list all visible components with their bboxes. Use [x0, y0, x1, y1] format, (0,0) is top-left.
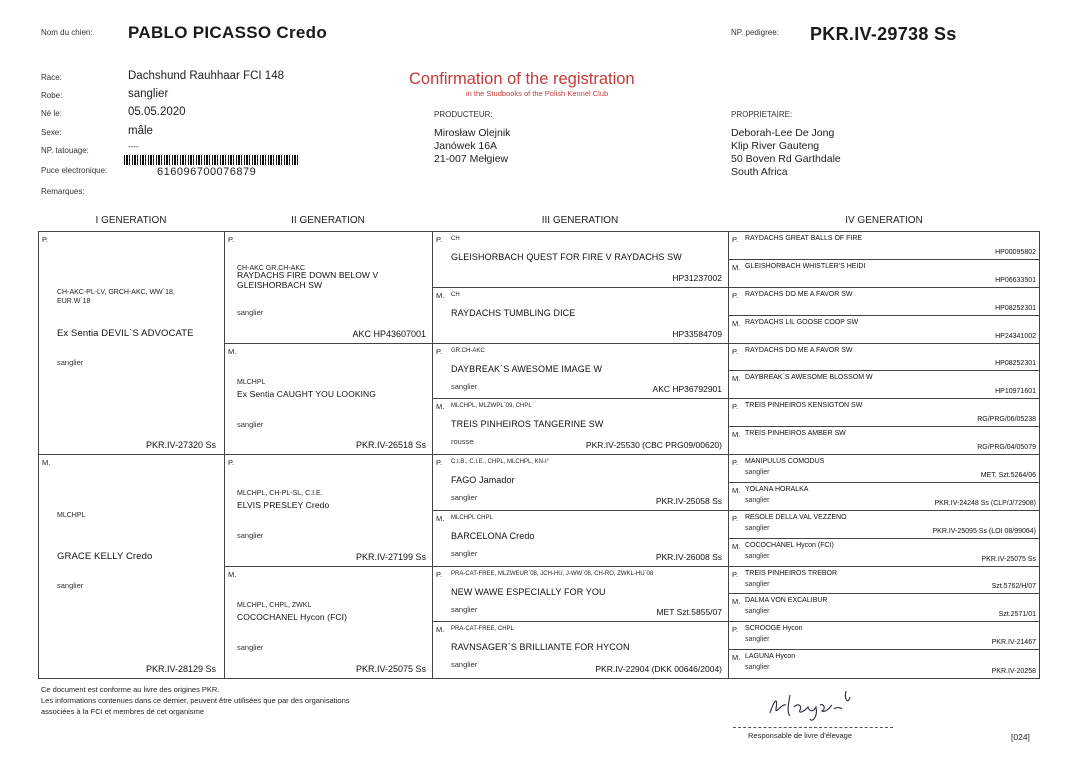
owner-label: PROPRIETAIRE:	[731, 110, 793, 119]
ancestor-color: sanglier	[745, 580, 770, 588]
ancestor-name: NEW WAWE ESPECIALLY FOR YOU	[451, 586, 606, 597]
sex-label: Sexe:	[41, 128, 62, 137]
ancestor-color: sanglier	[237, 642, 264, 652]
ancestor-cell-gen3	[433, 399, 729, 455]
breed-value: Dachshund Rauhhaar FCI 148	[128, 70, 284, 82]
ancestor-color: sanglier	[57, 358, 84, 367]
ancestor-cell-gen4	[729, 539, 1040, 567]
ancestor-name: GRACE KELLY Credo	[57, 551, 153, 562]
ancestor-cell-gen1	[39, 455, 225, 678]
ancestor-color: rousse	[451, 437, 474, 447]
footer-note	[41, 684, 350, 717]
ancestor-sex: M.	[228, 346, 237, 356]
ancestor-name: RAYDACHS TUMBLING DICE	[451, 307, 576, 318]
ancestor-sex: P.	[228, 235, 235, 244]
ancestor-cell-gen4	[729, 344, 1040, 372]
pedigree-number-label: NP. pedigree:	[731, 28, 779, 37]
ancestor-sex: M.	[436, 625, 445, 635]
footer-line: Ce document est conforme au livre des origines PKR.	[41, 685, 220, 694]
ancestor-name: COCOCHANEL Hycon (FCI)	[237, 611, 348, 622]
ancestor-titles: MLCHPL	[57, 512, 86, 519]
ancestor-sex: P.	[732, 235, 739, 244]
ancestor-reg: HP06633501	[995, 276, 1036, 284]
ancestor-reg: PKR.IV-25530 (CBC PRG09/00620)	[585, 440, 722, 450]
ancestor-name: DAYBREAK`S AWESOME IMAGE W	[451, 363, 603, 374]
owner-line: Klip River Gauteng	[731, 140, 820, 152]
ancestor-reg: PKR.IV-22904 (DKK 00646/2004)	[595, 664, 722, 674]
ancestor-cell-gen4	[729, 567, 1040, 595]
ancestor-sex: P.	[732, 290, 739, 300]
generation-header-1: I GENERATION	[95, 215, 167, 226]
ancestor-reg: PKR.IV-25075 Ss	[981, 555, 1036, 563]
ancestor-name: FAGO Jamador	[451, 475, 515, 485]
ancestor-reg: Szt.2571/01	[998, 611, 1036, 619]
ancestor-name: TREIS PINHEIROS KENSIGTON SW	[745, 402, 863, 410]
dog-name-label: Nom du chien:	[41, 28, 93, 37]
birth-date-label: Né le:	[41, 109, 62, 118]
ancestor-reg: PKR.IV-27320 Ss	[145, 440, 216, 450]
ancestor-titles: MLCHPL CHPL	[451, 514, 493, 521]
tattoo-label: NP. tatouage:	[41, 146, 89, 155]
ancestor-sex: P.	[436, 569, 443, 579]
owner-line: South Africa	[731, 166, 788, 178]
pedigree-number: PKR.IV-29738 Ss	[810, 24, 957, 44]
ancestor-color: sanglier	[451, 381, 478, 391]
owner-line: Deborah-Lee De Jong	[731, 127, 835, 139]
ancestor-name: RAYDACHS DO ME A FAVOR SW	[745, 346, 853, 354]
ancestor-name: RAYDACHS LIL GOOSE COOP SW	[745, 318, 859, 326]
ancestor-name: LAGUNA Hycon	[745, 653, 796, 661]
ancestor-cell-gen4	[729, 483, 1040, 511]
generation-header-2: II GENERATION	[291, 215, 365, 226]
ancestor-reg: PKR.IV-27199 Ss	[355, 551, 426, 562]
ancestor-reg: PKR.IV-25058 Ss	[655, 495, 722, 506]
ancestor-name: MANIPULUS COMODUS	[745, 458, 825, 465]
ancestor-sex: M.	[436, 290, 445, 300]
page-code: [024]	[1011, 732, 1030, 742]
ancestor-name: TREIS PINHEIROS AMBER SW	[745, 430, 846, 438]
ancestor-titles: MLCHPL, MLZWPL`09, CHPL	[451, 403, 532, 410]
ancestor-reg: HP31237002	[672, 272, 722, 283]
ancestor-color: sanglier	[451, 604, 478, 614]
ancestor-sex: M.	[732, 430, 741, 440]
ancestor-titles: MLCHPL, CH-PL-SL, C.I.E.	[237, 490, 323, 497]
ancestor-name: TREIS PINHEIROS TREBOR	[745, 569, 838, 577]
ancestor-color: sanglier	[745, 608, 770, 616]
ancestor-cell-gen3	[433, 455, 729, 511]
footer-line: associées à la FCI et membres de cet organisme	[41, 707, 204, 716]
ancestor-color: sanglier	[745, 469, 770, 476]
chip-barcode	[124, 155, 298, 165]
ancestor-color: sanglier	[451, 493, 478, 502]
ancestor-reg: PKR.IV-26008 Ss	[655, 551, 722, 562]
ancestor-reg: HP33584709	[672, 328, 722, 339]
ancestor-reg: HP08252301	[995, 304, 1036, 312]
ancestor-name: ELVIS PRESLEY Credo	[237, 500, 330, 510]
ancestor-reg: PKR.IV-24248 Ss (CLP/J/72908)	[934, 499, 1036, 507]
ancestor-name: COCOCHANEL Hycon (FCI)	[745, 541, 834, 549]
breed-label: Race:	[41, 73, 62, 82]
ancestor-sex: M.	[732, 374, 741, 384]
ancestor-titles: CH	[451, 236, 460, 242]
ancestor-color: sanglier	[451, 548, 478, 558]
ancestor-sex: P.	[732, 402, 739, 412]
color-value: sanglier	[128, 88, 169, 100]
ancestor-sex: P.	[436, 346, 443, 356]
breeder-label: PRODUCTEUR:	[434, 110, 493, 119]
ancestor-sex: P.	[436, 235, 443, 244]
ancestor-sex: M.	[228, 569, 237, 579]
ancestor-color: sanglier	[451, 660, 478, 670]
ancestor-sex: M.	[732, 597, 741, 607]
ancestor-reg: RG/PRG/04/05079	[977, 444, 1036, 451]
ancestor-titles: MLCHPL	[237, 378, 266, 386]
ancestor-reg: AKC HP36792901	[652, 384, 722, 395]
generation-header-3: III GENERATION	[541, 215, 619, 226]
ancestor-cell-gen3	[433, 288, 729, 344]
ancestor-color: sanglier	[745, 636, 770, 644]
ancestor-reg: HP24341002	[995, 332, 1036, 340]
ancestor-cell-gen4	[729, 288, 1040, 316]
ancestor-cell-gen2	[225, 567, 433, 679]
ancestor-cell-gen2	[225, 232, 433, 344]
ancestor-titles: C.I.B., C.I.E., CHPL, MLCHPL, KN-I°	[451, 459, 550, 465]
ancestor-name: RAVNSAGER`S BRILLIANTE FOR HYCON	[451, 642, 630, 653]
ancestor-titles: CH	[451, 291, 460, 298]
ancestor-sex: P.	[732, 346, 739, 356]
ancestor-sex: P.	[732, 458, 739, 467]
breeder-line: 21-007 Mełgiew	[434, 153, 509, 165]
chip-number: 616096700076879	[157, 166, 257, 178]
ancestor-name: YOLANA HORALKA	[745, 485, 809, 493]
ancestor-cell-gen3	[433, 622, 729, 678]
ancestor-reg: PKR.IV-25075 Ss	[355, 664, 426, 674]
ancestor-reg: AKC HP43607001	[352, 328, 426, 339]
owner-line: 50 Boven Rd Garthdale	[731, 153, 841, 165]
pedigree-table	[38, 231, 1040, 679]
ancestor-cell-gen3	[433, 232, 729, 288]
ancestor-cell-gen3	[433, 344, 729, 400]
ancestor-cell-gen4	[729, 622, 1040, 650]
ancestor-reg: HP00095802	[995, 248, 1036, 256]
ancestor-reg: RG/PRG/06/05238	[977, 416, 1036, 424]
ancestor-sex: P.	[228, 458, 235, 467]
ancestor-sex: M.	[732, 318, 741, 328]
ancestor-name: RAYDACHS GREAT BALLS OF FIRE	[745, 235, 863, 242]
ancestor-cell-gen2	[225, 344, 433, 456]
ancestor-name: TREIS PINHEIROS TANGERINE SW	[451, 419, 604, 430]
ancestor-name: SCROOGE Hycon	[745, 625, 803, 633]
ancestor-cell-gen4	[729, 511, 1040, 539]
ancestor-reg: MET Szt.5855/07	[656, 607, 722, 618]
breeder-line: Mirosław Olejnik	[434, 127, 511, 139]
ancestor-reg: Szt.5762/H/07	[991, 583, 1036, 591]
ancestor-sex: P.	[732, 513, 739, 523]
ancestor-color: sanglier	[745, 496, 770, 504]
ancestor-cell-gen4	[729, 455, 1040, 483]
dog-name: PABLO PICASSO Credo	[128, 23, 328, 42]
ancestor-color: sanglier	[745, 524, 770, 532]
ancestor-cell-gen4	[729, 260, 1040, 288]
signature	[760, 683, 870, 725]
ancestor-reg: PKR.IV-28129 Ss	[145, 664, 216, 674]
ancestor-color: sanglier	[237, 531, 264, 540]
sex-value: mâle	[128, 125, 153, 137]
ancestor-cell-gen3	[433, 567, 729, 623]
ancestor-reg: PKR.IV-20258	[991, 668, 1036, 675]
document-title: Confirmation of the registration	[409, 70, 635, 88]
ancestor-titles: CH-AKC GR.CH-AKC	[237, 265, 306, 272]
ancestor-sex: P.	[732, 625, 739, 635]
ancestor-cell-gen4	[729, 399, 1040, 427]
ancestor-cell-gen3	[433, 511, 729, 567]
ancestor-titles: CH-AKC-PL-LV, GRCH-AKC, WW`18, EUR.W`18	[57, 289, 175, 305]
signature-line	[733, 727, 893, 728]
ancestor-name: GLEISHORBACH WHISTLER'S HEIDI	[745, 262, 866, 270]
ancestor-color: sanglier	[745, 664, 770, 672]
ancestor-name: DALMA VON EXCALIBUR	[745, 597, 828, 605]
ancestor-titles: GR.CH-AKC	[451, 347, 485, 354]
color-label: Robe:	[41, 91, 63, 100]
ancestor-reg: MET. Szt.5264/06	[980, 471, 1036, 479]
ancestor-sex: M.	[42, 458, 51, 467]
ancestor-reg: PKR.IV-25095 Ss (LOI 08/99064)	[932, 527, 1036, 535]
chip-label: Puce electronique:	[41, 166, 108, 175]
ancestor-name: RAYDACHS DO ME A FAVOR SW	[745, 290, 853, 298]
ancestor-cell-gen4	[729, 371, 1040, 399]
ancestor-sex: M.	[732, 485, 741, 495]
ancestor-sex: M.	[732, 653, 741, 663]
footer-line: Les informations contenues dans ce dernier, peuvent être utilisées que par des organisations	[41, 696, 350, 705]
ancestor-name: Ex Sentia DEVIL`S ADVOCATE	[57, 328, 194, 339]
ancestor-sex: M.	[732, 262, 741, 272]
ancestor-color: sanglier	[237, 308, 264, 317]
ancestor-titles: MLCHPL, CHPL, ZWKL	[237, 601, 312, 609]
ancestor-name: RAYDACHS FIRE DOWN BELOW V GLEISHORBACH SW	[237, 270, 379, 290]
ancestor-titles: PRA-CAT-FREE, CHPL	[451, 626, 514, 633]
ancestor-cell-gen1	[39, 232, 225, 455]
ancestor-sex: M.	[436, 513, 445, 523]
ancestor-name: RESOLE DELLA VAL VEZZENO	[745, 513, 847, 521]
ancestor-sex: M.	[436, 402, 445, 412]
ancestor-cell-gen4	[729, 316, 1040, 344]
ancestor-sex: P.	[732, 569, 739, 579]
ancestor-titles: PRA-CAT-FREE, MLZWEUR`08, JCH-HU, J-WW`08, CH-RO, ZWKL-HU`08	[451, 570, 654, 577]
ancestor-cell-gen4	[729, 427, 1040, 455]
generation-header-4: IV GENERATION	[845, 215, 923, 226]
ancestor-name: GLEISHORBACH QUEST FOR FIRE V RAYDACHS SW	[451, 252, 682, 262]
ancestor-sex: P.	[436, 458, 443, 467]
signature-role: Responsable de livre d'élevage	[748, 731, 853, 740]
breeder-line: Janówek 16A	[434, 140, 498, 152]
ancestor-sex: M.	[732, 541, 741, 551]
ancestor-color: sanglier	[57, 581, 84, 590]
ancestor-cell-gen2	[225, 455, 433, 567]
ancestor-reg: HP10971601	[995, 388, 1036, 396]
ancestor-color: sanglier	[237, 419, 264, 429]
ancestor-reg: PKR.IV-26518 Ss	[355, 440, 426, 450]
tattoo-value: ----	[128, 142, 139, 151]
ancestor-name: Ex Sentia CAUGHT YOU LOOKING	[237, 388, 376, 399]
ancestor-sex: P.	[42, 235, 49, 244]
birth-date-value: 05.05.2020	[128, 106, 186, 118]
remarks-label: Remarques:	[41, 187, 85, 196]
ancestor-reg: HP08252301	[995, 360, 1036, 368]
ancestor-color: sanglier	[745, 552, 770, 560]
ancestor-cell-gen4	[729, 650, 1040, 678]
ancestor-cell-gen4	[729, 594, 1040, 622]
ancestor-name: DAYBREAK`S AWESOME BLOSSOM W	[745, 374, 873, 382]
ancestor-reg: PKR.IV-21467	[991, 639, 1036, 647]
ancestor-cell-gen4	[729, 232, 1040, 260]
document-subtitle: in the Studbooks of the Polish Kennel Club	[466, 89, 609, 98]
ancestor-name: BARCELONA Credo	[451, 530, 535, 541]
